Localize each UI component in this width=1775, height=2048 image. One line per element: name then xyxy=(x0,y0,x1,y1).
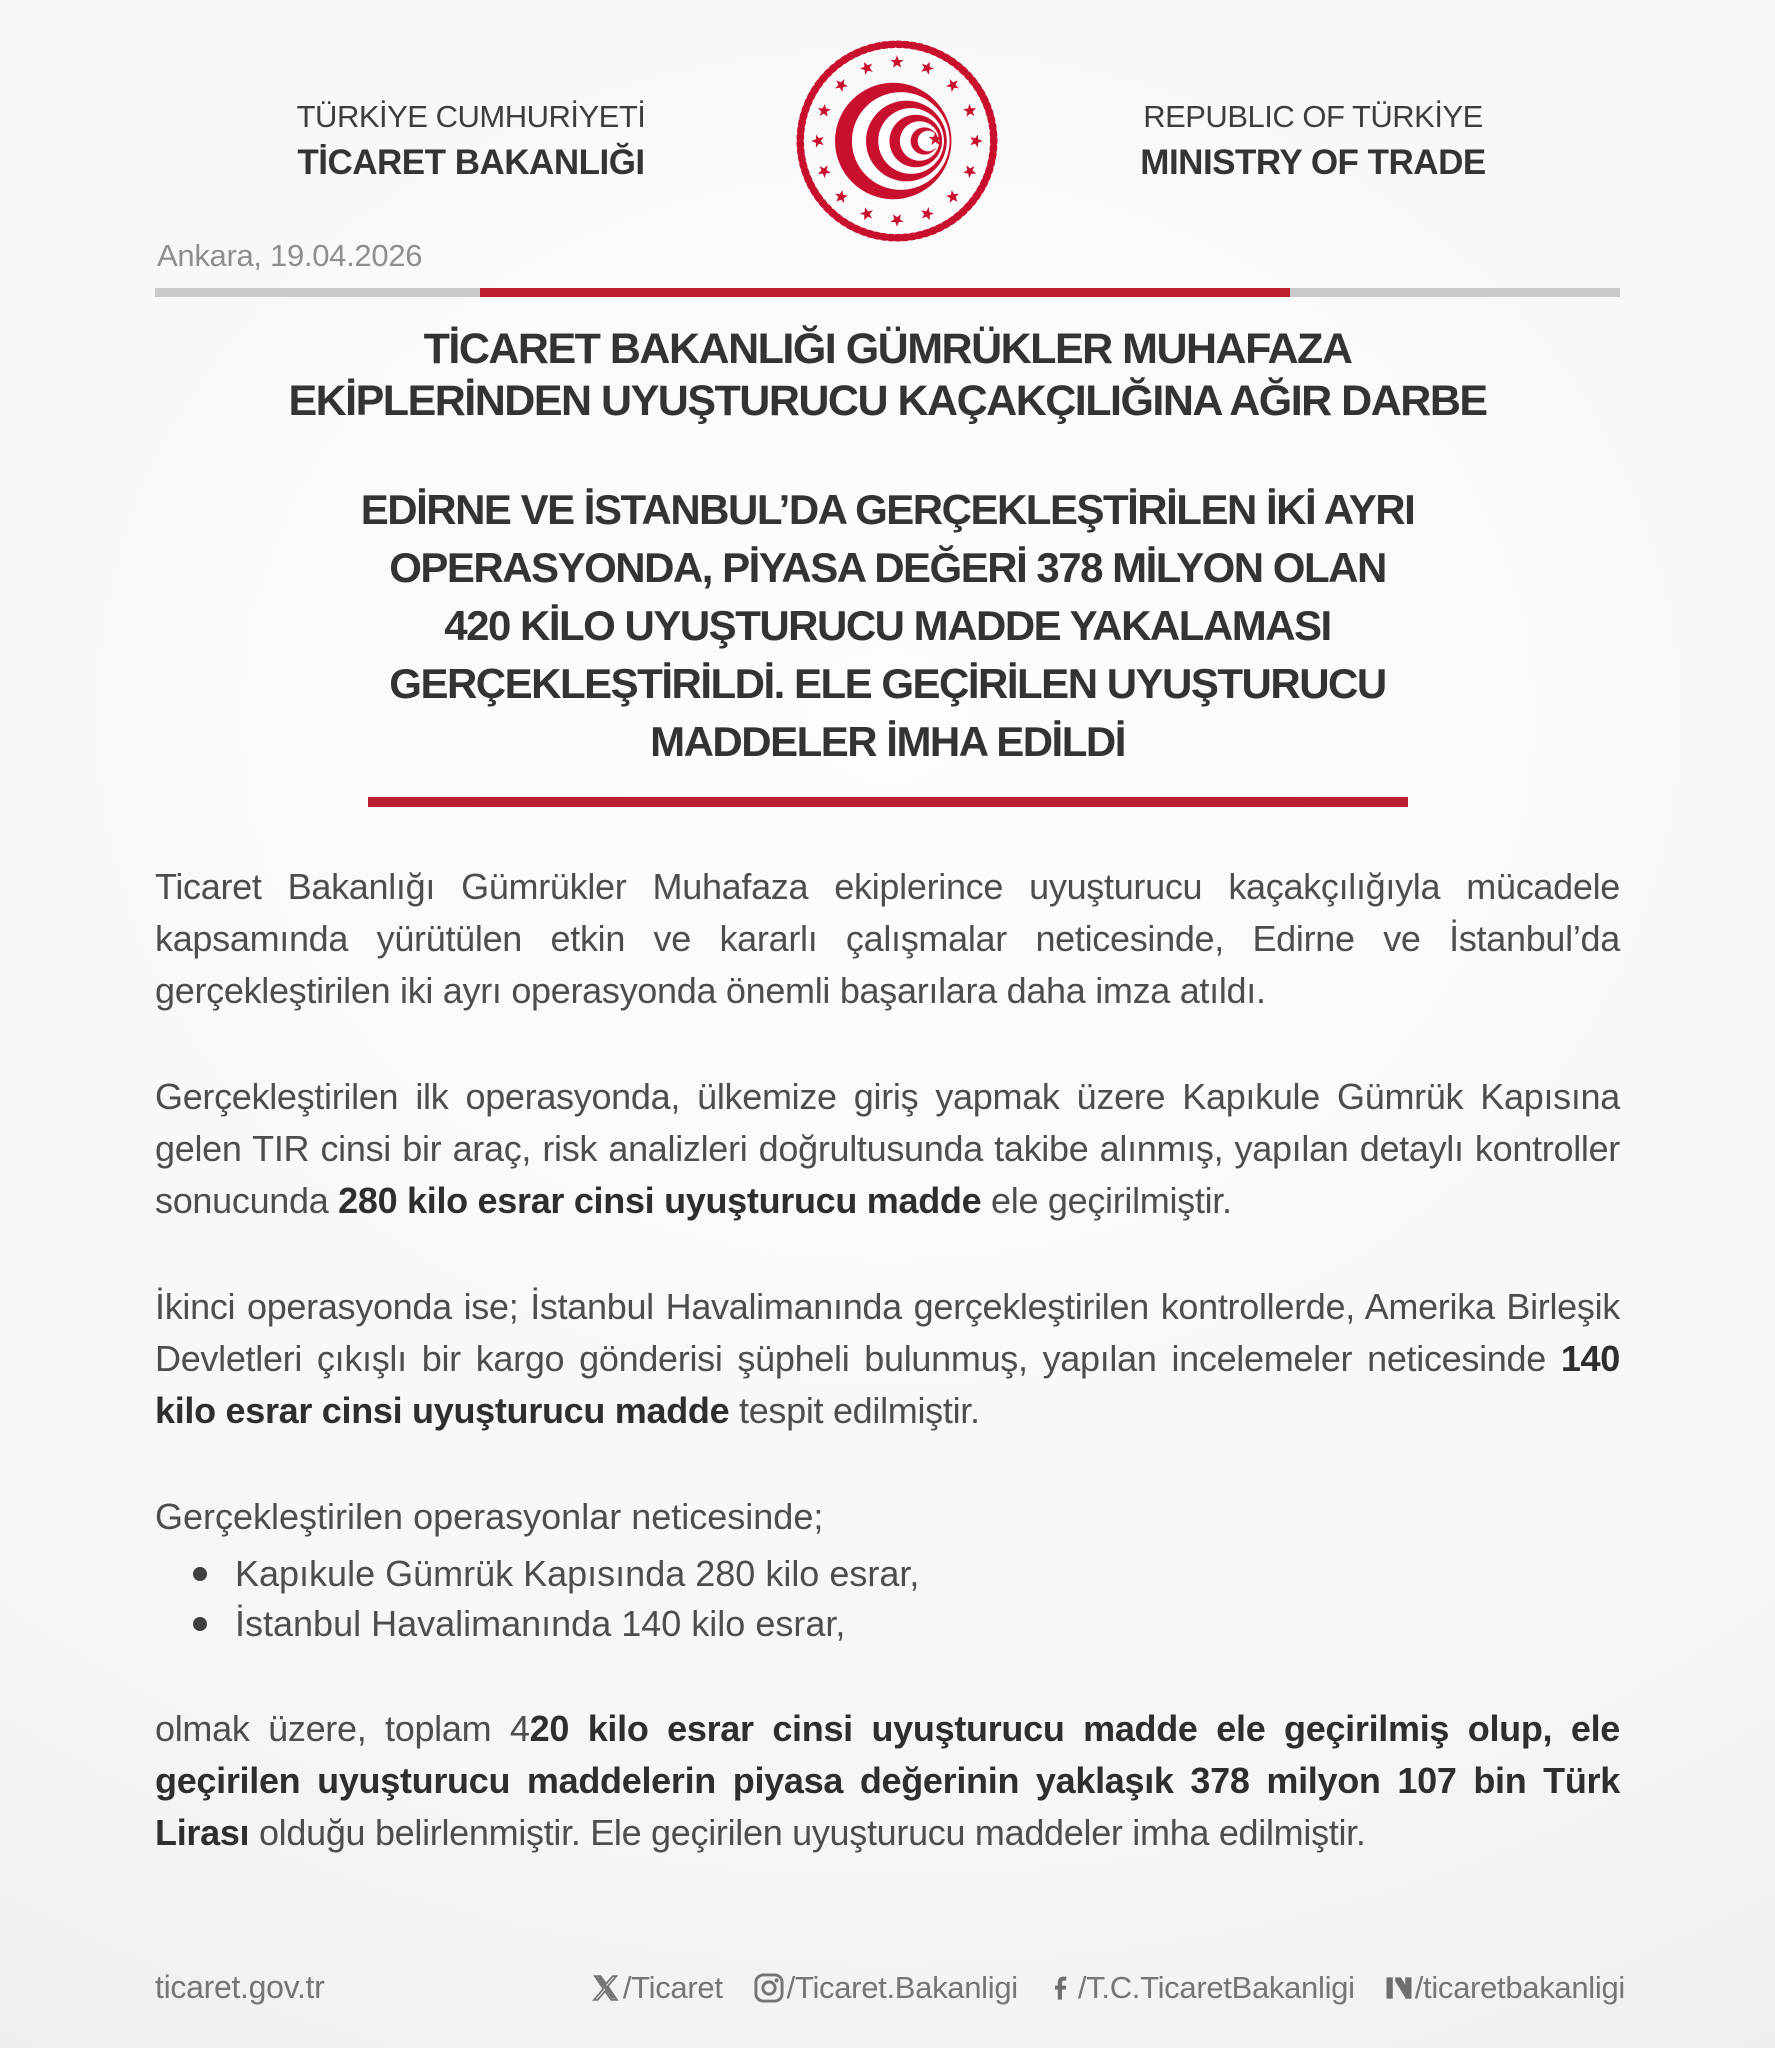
facebook-icon xyxy=(1048,1973,1076,2003)
ministry-name-tr-line1: TÜRKİYE CUMHURİYETİ xyxy=(296,99,646,134)
paragraph-2: Gerçekleştirilen ilk operasyonda, ülkemize giriş yapmak üzere Kapıkule Gümrük Kapısına gelen TIR cinsi bir araç, risk analizleri doğrultusunda takibe alınmış, yapılan detaylı kontroller sonucunda 280 kilo esrar cinsi uyuşturucu madde ele geçirilmiştir. xyxy=(155,1076,1620,1221)
dateline: Ankara, 19.04.2026 xyxy=(157,238,423,273)
list-intro: Gerçekleştirilen operasyonlar neticesinde; xyxy=(155,1496,824,1537)
social-handle: /ticaretbakanligi xyxy=(1414,1969,1625,2005)
paragraph-5: olmak üzere, toplam 420 kilo esrar cinsi uyuşturucu madde ele geçirilmiş olup, ele geçirilen uyuşturucu maddelerin piyasa değerinin yaklaşık 378 milyon 107 bin Türk Lirası olduğu belirlenmiştir. Ele geçirilen uyuşturucu maddeler imha edilmiştir. xyxy=(155,1708,1620,1853)
bullet-icon xyxy=(193,1617,207,1631)
subtitle-line-4: GERÇEKLEŞTİRİLDİ. ELE GEÇİRİLEN UYUŞTURUCU xyxy=(389,660,1386,707)
social-handle: /T.C.TicaretBakanligi xyxy=(1077,1969,1355,2005)
subtitle-line-2: OPERASYONDA, PİYASA DEĞERİ 378 MİLYON OLAN xyxy=(389,544,1386,591)
social-handle: /Ticaret xyxy=(622,1969,723,2005)
press-release-subtitle xyxy=(0,481,1775,771)
ministry-name-tr-line2: TİCARET BAKANLIĞI xyxy=(297,143,645,182)
list-item-text: Kapıkule Gümrük Kapısında 280 kilo esrar, xyxy=(235,1553,920,1594)
top-rule-red-segment xyxy=(480,288,1290,297)
body-copy xyxy=(0,861,1775,1859)
list-item xyxy=(155,1549,1620,1599)
list-item-text: İstanbul Havalimanında 140 kilo esrar, xyxy=(235,1603,846,1644)
seizure-list xyxy=(155,1549,1620,1649)
list-item xyxy=(155,1599,1620,1649)
nsosyal-icon xyxy=(1385,1973,1413,2003)
ministry-name-en-line1: REPUBLIC OF TÜRKİYE xyxy=(1143,99,1483,134)
ministry-name-en-line2: MINISTRY OF TRADE xyxy=(1140,143,1486,182)
subtitle-line-3: 420 KİLO UYUŞTURUCU MADDE YAKALAMASI xyxy=(444,602,1331,649)
bullet-icon xyxy=(193,1567,207,1581)
social-link-x[interactable] xyxy=(591,1970,723,2006)
instagram-icon xyxy=(753,1972,785,2004)
website-url[interactable]: ticaret.gov.tr xyxy=(155,1969,325,2005)
ministry-name-turkish xyxy=(154,99,789,183)
top-rule xyxy=(155,288,1620,297)
title-line-2: EKİPLERİNDEN UYUŞTURUCU KAÇAKÇILIĞINA AĞIR DARBE xyxy=(288,377,1487,425)
ministry-emblem-icon xyxy=(789,33,1005,249)
header xyxy=(0,0,1775,250)
ministry-name-english xyxy=(1005,99,1622,183)
social-link-instagram[interactable] xyxy=(753,1970,1018,2006)
footer xyxy=(155,1969,1625,2006)
paragraph-3: İkinci operasyonda ise; İstanbul Havalimanında gerçekleştirilen kontrollerde, Amerika Birleşik Devletleri çıkışlı bir kargo gönderisi şüpheli bulunmuş, yapılan incelemeler neticesinde 140 kilo esrar cinsi uyuşturucu madde tespit edilmiştir. xyxy=(155,1286,1620,1431)
social-link-nsosyal[interactable] xyxy=(1385,1970,1625,2006)
ministry-of-trade-logo xyxy=(789,33,1005,249)
x-icon xyxy=(591,1973,621,2003)
paragraph-1: Ticaret Bakanlığı Gümrükler Muhafaza ekiplerince uyuşturucu kaçakçılığıyla mücadele kapsamında yürütülen etkin ve kararlı çalışmalar neticesinde, Edirne ve İstanbul’da gerçekleştirilen iki ayrı operasyonda önemli başarılara daha imza atıldı. xyxy=(155,866,1620,1011)
press-release-title xyxy=(0,323,1775,427)
title-line-1: TİCARET BAKANLIĞI GÜMRÜKLER MUHAFAZA xyxy=(423,325,1352,373)
social-links xyxy=(591,1970,1625,2006)
social-handle: /Ticaret.Bakanligi xyxy=(786,1969,1018,2005)
subtitle-line-5: MADDELER İMHA EDİLDİ xyxy=(650,718,1125,765)
subtitle-line-1: EDİRNE VE İSTANBUL’DA GERÇEKLEŞTİRİLEN İKİ AYRI xyxy=(360,486,1415,533)
social-link-facebook[interactable] xyxy=(1048,1970,1355,2006)
red-divider xyxy=(368,797,1408,807)
